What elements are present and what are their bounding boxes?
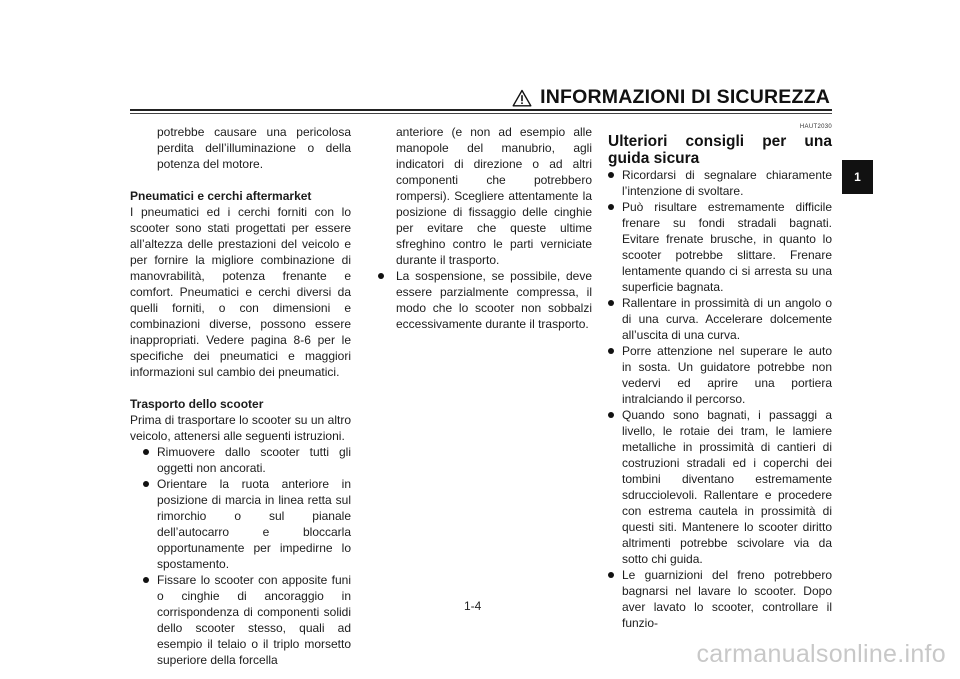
list-item-text: Fissare lo scooter con apposite funi o cinghie di ancoraggio in corrispondenza di componenti solidi dello scooter stesso, quali ad esempio il telaio o il triplo morsetto superiore della forcella: [157, 573, 351, 667]
list-item: [378, 268, 592, 332]
column-left: [130, 124, 351, 668]
bullet-icon: [143, 577, 149, 583]
bullet-icon: [608, 300, 614, 306]
header-rule-thin: [130, 113, 832, 114]
bullet-icon: [608, 348, 614, 354]
list-item: [130, 476, 351, 572]
warning-triangle-icon: [512, 89, 532, 107]
page-number: 1-4: [464, 599, 482, 613]
transport-heading: Trasporto dello scooter: [130, 397, 264, 411]
list-item: [608, 567, 832, 631]
section-title-header: INFORMAZIONI DI SICUREZZA: [540, 86, 830, 108]
header-rule-thick: [130, 109, 832, 111]
list-item-text: Le guarnizioni del freno potrebbero bagnarsi nel lavare lo scooter. Dopo aver lavato lo scooter, controllare il funzio-: [622, 568, 832, 630]
suspension-bullet-list: [378, 268, 592, 332]
list-item-text: Porre attenzione nel superare le auto in sosta. Un guidatore potrebbe non vedervi ed aprire una portiera intralciando il percorso.: [622, 344, 832, 406]
bullet-icon: [143, 481, 149, 487]
transport-bullet-list: [130, 444, 351, 668]
list-item: [608, 407, 832, 567]
list-item: [608, 167, 832, 199]
bullet-icon: [608, 572, 614, 578]
list-item: [130, 572, 351, 668]
list-item-text: Può risultare estremamente difficile frenare su fondi stradali bagnati. Evitare frenate brusche, in quanto lo scooter potrebbe slittare. Frenare lentamente quando ci si arresta su una superficie bagnata.: [622, 200, 832, 294]
list-item-text: Ricordarsi di segnalare chiaramente l’intenzione di svoltare.: [622, 168, 832, 198]
transport-continuation: anteriore (e non ad esempio alle manopole del manubrio, agli indicatori di direzione o ad altri componenti che potrebbero rompersi). Scegliere attentamente la posizione di fissaggio delle cinghie per evitare che queste ultime sfreghino contro le parti verniciate durante il trasporto.: [396, 125, 592, 267]
list-item-text: Rallentare in prossimità di un angolo o di una curva. Accelerare dolcemente all’uscita di una curva.: [622, 296, 832, 342]
safe-riding-tips-title: Ulteriori consigli per una guida sicura: [608, 133, 832, 167]
tires-paragraph: I pneumatici ed i cerchi forniti con lo scooter sono stati progettati per essere all’altezza delle prestazioni del veicolo e per fornire la migliore combinazione di manovrabilità, potenza frenante e comfort. Pneumatici e cerchi diversi da quelli forniti, o con dimensioni e combinazioni diverse, possono essere inappropriati. Vedere pagina 8-6 per le specifiche dei pneumatici e maggiori informazioni sul cambio dei pneumatici.: [130, 205, 351, 379]
bullet-icon: [143, 449, 149, 455]
safety-tips-list: [608, 167, 832, 631]
watermark: carmanualsonline.info: [696, 640, 946, 668]
tires-heading: Pneumatici e cerchi aftermarket: [130, 189, 312, 203]
document-code: HAUT2030: [799, 124, 832, 130]
bullet-icon: [608, 204, 614, 210]
bullet-icon: [608, 172, 614, 178]
list-item: [130, 444, 351, 476]
list-item-text: La sospensione, se possibile, deve essere parzialmente compressa, il modo che lo scooter non sobbalzi eccessivamente durante il trasporto.: [396, 269, 592, 331]
column-right: [608, 124, 832, 631]
transport-paragraph: Prima di trasportare lo scooter su un altro veicolo, attenersi alle seguenti istruzioni.: [130, 413, 351, 443]
bullet-icon: [608, 412, 614, 418]
list-item: [608, 295, 832, 343]
list-item-text: Quando sono bagnati, i passaggi a livello, le rotaie dei tram, le lamiere metalliche in prossimità di cantieri di costruzioni stradali ed i coperchi dei tombini diventano estremamente sdrucciolevoli. Rallentare e procedere con estrema cautela in prossimità di questi siti. Mantenere lo scooter diritto altrimenti potrebbe scivolare via da sotto chi guida.: [622, 408, 832, 566]
header-title-group: [512, 86, 830, 109]
spacer: [130, 172, 351, 188]
list-item-text: Orientare la ruota anteriore in posizione di marcia in linea retta sul rimorchio o sul pianale dell’autocarro e bloccarla opportunamente per impedirne lo spostamento.: [157, 477, 351, 571]
list-item-text: Rimuovere dallo scooter tutti gli oggetti non ancorati.: [157, 445, 351, 475]
list-item: [608, 343, 832, 407]
bullet-icon: [378, 273, 384, 279]
spacer: [130, 380, 351, 396]
chapter-tab: 1: [842, 160, 873, 194]
intro-continuation: potrebbe causare una pericolosa perdita dell’illuminazione o della potenza del motore.: [157, 125, 351, 171]
column-middle: [378, 124, 592, 332]
page-header: [130, 78, 832, 118]
list-item: [608, 199, 832, 295]
